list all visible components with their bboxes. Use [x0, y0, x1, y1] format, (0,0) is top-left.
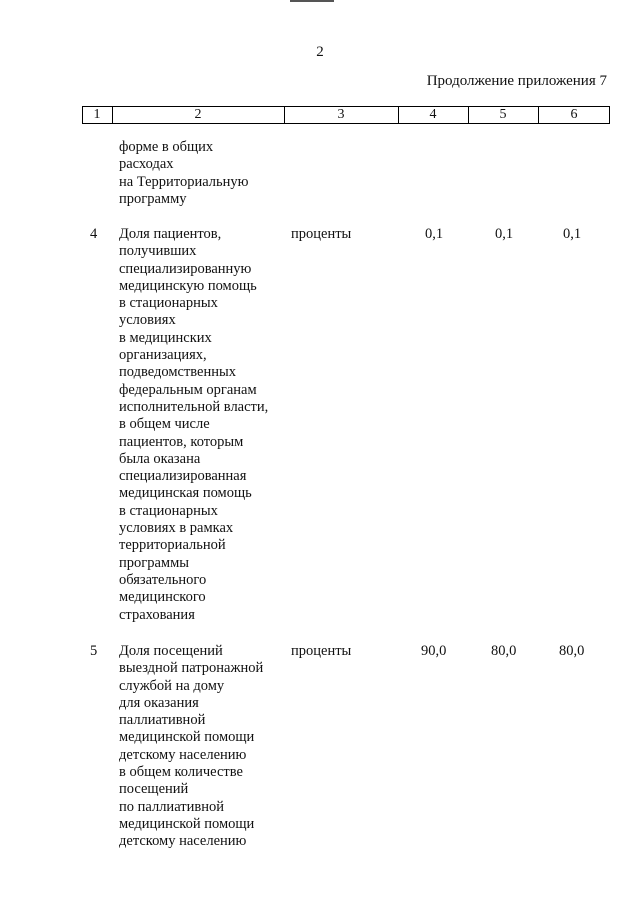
table-row-value-col4: 90,0 — [421, 643, 447, 659]
column-header-4: 4 — [429, 107, 437, 122]
table-row-text: Доля пациентов, получивших специализированную медицинскую помощь в стационарных условиях в медицинских организациях, подведомственных федеральным органам исполнительной власти, в общем числе пациентов, которым была оказана специализированная медицинская помощь в стационарных условиях в рамках территориальной программы обязательного медицинского страхования — [119, 226, 269, 623]
top-scan-mark — [290, 0, 334, 2]
table-row-value-col6: 80,0 — [559, 643, 585, 659]
table-row-number: 5 — [90, 643, 98, 659]
column-header-2: 2 — [194, 107, 202, 122]
column-divider — [609, 107, 610, 123]
continuation-header: Продолжение приложения 7 — [426, 73, 607, 89]
table-row-number: 4 — [90, 226, 98, 242]
table-header-row — [82, 106, 610, 124]
page-number: 2 — [316, 44, 324, 60]
table-row-text: Доля посещений выездной патронажной службой на дому для оказания паллиативной медицинской помощи детскому населению в общем количестве посещений по паллиативной медицинской помощи детскому населению — [119, 643, 264, 850]
table-row-text: форме в общих расходах на Территориальную программу — [119, 139, 249, 207]
column-header-5: 5 — [499, 107, 507, 122]
table-row-unit: проценты — [291, 643, 352, 659]
column-header-3: 3 — [337, 107, 345, 122]
column-header-6: 6 — [570, 107, 578, 122]
table-row-unit: проценты — [291, 226, 352, 242]
table-row-value-col6: 0,1 — [563, 226, 582, 242]
column-header-1: 1 — [93, 107, 101, 122]
table-row-value-col4: 0,1 — [425, 226, 444, 242]
table-row-value-col5: 0,1 — [495, 226, 514, 242]
table-row-value-col5: 80,0 — [491, 643, 517, 659]
